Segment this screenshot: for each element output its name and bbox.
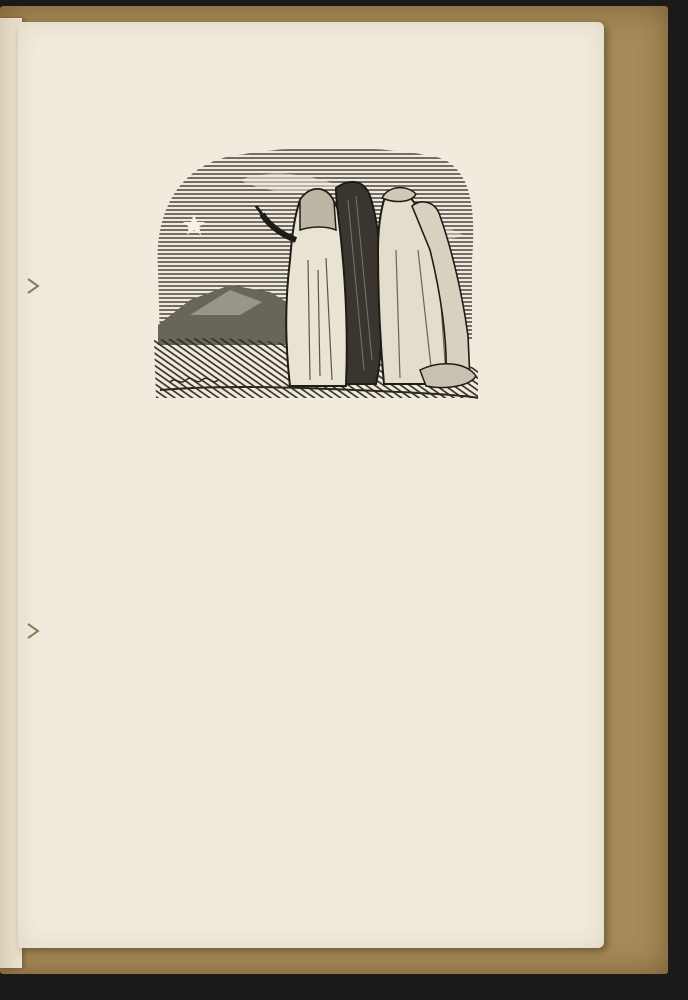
text-line — [92, 804, 532, 832]
text-line — [92, 438, 532, 466]
text-line — [92, 466, 532, 494]
text-line — [92, 579, 532, 607]
text-line — [92, 748, 532, 776]
text-line — [92, 776, 532, 804]
body-text — [92, 438, 532, 833]
ornamental-border-left — [56, 78, 86, 850]
text-line — [92, 664, 532, 692]
text-line — [92, 720, 532, 748]
text-line — [92, 635, 532, 663]
binding-stitch — [26, 277, 40, 295]
woodcut-illustration-wise-men — [150, 140, 482, 408]
ornamental-border-right — [540, 78, 570, 850]
text-line — [92, 523, 532, 551]
binding-stitch — [26, 622, 40, 640]
page-header — [96, 86, 536, 110]
text-line — [92, 692, 532, 720]
ornamental-border-bottom — [54, 852, 566, 882]
text-line — [92, 551, 532, 579]
text-line — [92, 607, 532, 635]
ornamental-border-top — [60, 46, 574, 76]
text-line — [92, 494, 532, 522]
